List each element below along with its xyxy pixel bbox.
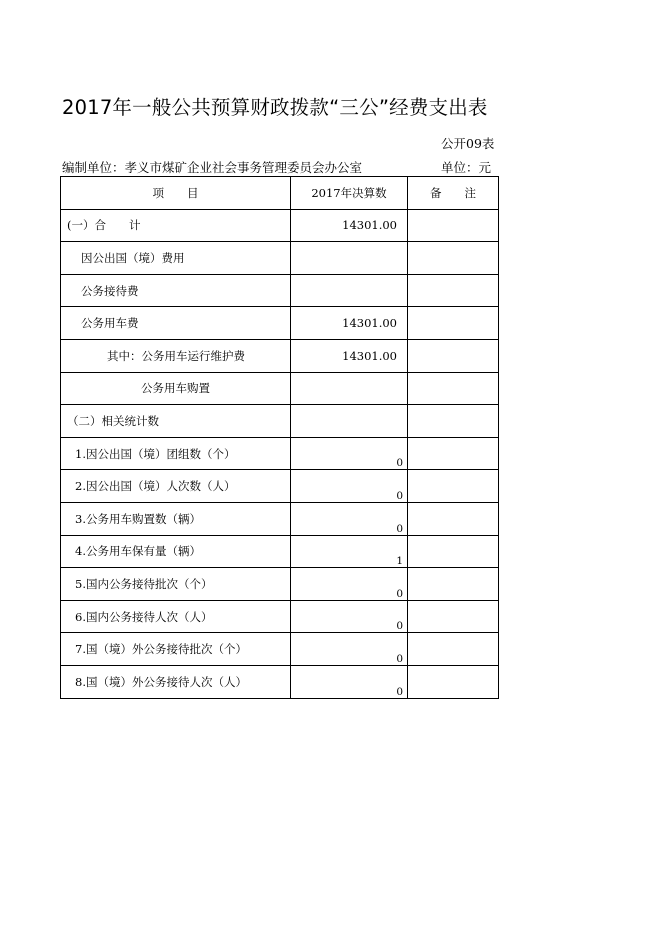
row-label: 公务用车费 [61,307,291,340]
row-note [408,633,499,666]
row-count: 0 [291,502,408,535]
currency-unit: 单位：元 [441,160,492,175]
table-row [61,665,499,698]
row-label: 7.国（境）外公务接待批次（个） [61,633,291,666]
row-note [408,502,499,535]
row-amount: 14301.00 [291,339,408,372]
table-row [61,209,499,242]
table-row [61,502,499,535]
table-row [61,470,499,503]
column-header-amount: 2017年决算数 [291,177,408,210]
row-label: 8.国（境）外公务接待人次（人） [61,665,291,698]
row-count: 0 [291,665,408,698]
table-row [61,568,499,601]
table-row [61,339,499,372]
row-count: 0 [291,633,408,666]
row-note [408,274,499,307]
row-label: 2.因公出国（境）人次数（人） [61,470,291,503]
row-label: 公务用车购置 [61,372,291,405]
row-count: 0 [291,568,408,601]
row-label: 因公出国（境）费用 [61,242,291,275]
row-amount [291,274,408,307]
expenditure-table [60,176,499,699]
table-row [61,600,499,633]
row-note [408,405,499,438]
row-label: 3.公务用车购置数（辆） [61,502,291,535]
row-note [408,242,499,275]
row-count: 0 [291,470,408,503]
row-count: 1 [291,535,408,568]
column-header-note: 备 注 [408,177,499,210]
row-amount: 14301.00 [291,209,408,242]
report-title: 2017年一般公共预算财政拨款“三公”经费支出表 [62,96,488,119]
row-note [408,535,499,568]
table-row [61,242,499,275]
row-label: 公务接待费 [61,274,291,307]
table-row [61,437,499,470]
row-note [408,470,499,503]
row-label: 其中：公务用车运行维护费 [61,339,291,372]
row-label: 4.公务用车保有量（辆） [61,535,291,568]
row-label: 1.因公出国（境）团组数（个） [61,437,291,470]
table-row [61,535,499,568]
row-amount [291,405,408,438]
table-row [61,633,499,666]
row-note [408,568,499,601]
row-note [408,600,499,633]
form-number: 公开09表 [441,136,495,151]
table-row [61,405,499,438]
row-note [408,665,499,698]
row-label: （二）相关统计数 [61,405,291,438]
table-row [61,307,499,340]
row-label: 5.国内公务接待批次（个） [61,568,291,601]
row-note [408,437,499,470]
table-row [61,372,499,405]
compiling-unit: 编制单位：孝义市煤矿企业社会事务管理委员会办公室 [62,160,363,175]
row-count: 0 [291,600,408,633]
row-note [408,307,499,340]
table-row [61,274,499,307]
row-note [408,372,499,405]
table-header-row [61,177,499,210]
row-label: (一）合 计 [61,209,291,242]
row-count: 0 [291,437,408,470]
row-amount: 14301.00 [291,307,408,340]
row-label: 6.国内公务接待人次（人） [61,600,291,633]
row-amount [291,372,408,405]
row-note [408,209,499,242]
column-header-item: 项 目 [61,177,291,210]
row-note [408,339,499,372]
row-amount [291,242,408,275]
